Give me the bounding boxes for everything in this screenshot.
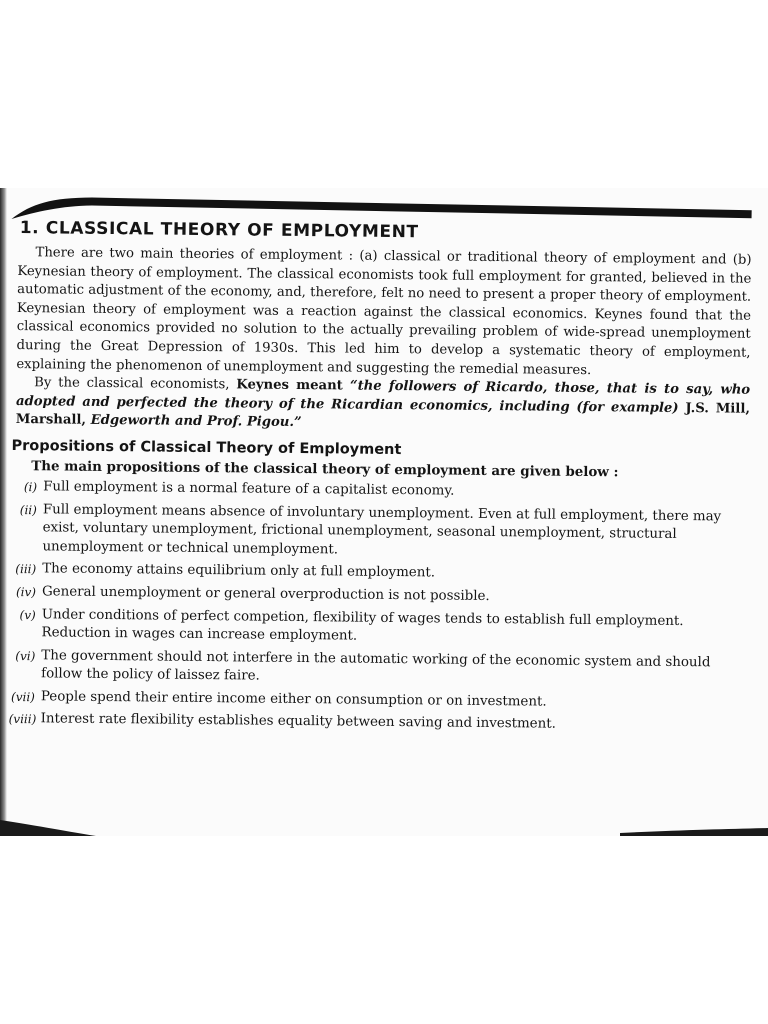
intro-paragraph — [12, 244, 755, 382]
propositions-heading: Propositions of Classical Theory of Employment — [11, 437, 402, 459]
list-item — [10, 560, 752, 586]
list-item — [10, 583, 752, 609]
list-item — [9, 710, 751, 736]
list-item-number: (vi) — [15, 648, 36, 663]
list-item — [9, 688, 751, 714]
list-item-text: People spend their entire income either on consumption or on investment. — [40, 689, 547, 710]
intro-paragraph-text: There are two main theories of employment : (a) classical or traditional theory of employment and (b) Keynesian theory of employment. The classical economists took full employment for granted, believed in the automatic adjustment of the economy, and, therefore, felt no need to present a proper theory of employment. Keynesian theory of employment was a reaction against the classical economics. Keynes found that the classical economics provided no solution to the actually prevailing problem of wide-spread unemployment during the Great Depression of 1930s. This led him to develop a systematic theory of employment, explaining the phenomenon of unemployment and suggesting the remedial measures. — [16, 245, 752, 378]
list-item-text: Full employment is a normal feature of a capitalist economy. — [43, 479, 455, 499]
quote-text: “the followers of Ricardo, those, that is to say, who adopted and perfected the theory of the Ricardian economics, including (for example) — [15, 378, 751, 416]
list-item-number: (viii) — [8, 712, 37, 727]
keynes-quote-paragraph — [12, 374, 755, 438]
list-item — [11, 478, 753, 504]
quote-tail: Edgeworth and Prof. Pigou.” — [90, 413, 302, 431]
list-item-text: The economy attains equilibrium only at full employment. — [42, 561, 436, 581]
section-heading: 1. CLASSICAL THEORY OF EMPLOYMENT — [19, 218, 419, 243]
list-item-text: Full employment means absence of involuntary unemployment. Even at full employment, there may exist, voluntary unemployment, frictional unemployment, seasonal unemployment, structural unemployment or technical unemployment. — [42, 501, 722, 558]
list-item-number: (iii) — [15, 562, 37, 577]
list-item-text: General unemployment or general overproduction is not possible. — [41, 584, 490, 604]
list-item-text: Under conditions of perfect competion, flexibility of wages tends to establish full employment. Reduction in wages can increase employment. — [41, 606, 684, 644]
page-bottom-curl — [0, 806, 768, 836]
list-item-number: (vii) — [11, 689, 35, 705]
propositions-list — [9, 478, 754, 737]
list-item — [9, 605, 751, 650]
list-item-text: The government should not interfere in the automatic working of the economic system and should follow the policy of laissez faire. — [41, 647, 711, 684]
list-item-number: (ii) — [19, 502, 37, 517]
book-page — [0, 188, 768, 836]
list-item-text: Interest rate flexibility establishes equality between saving and investment. — [40, 711, 556, 733]
page-content — [9, 210, 756, 741]
list-item — [10, 501, 753, 565]
page-binding-shadow — [0, 188, 7, 836]
quote-names: J.S. Mill, Marshall, — [15, 400, 751, 429]
list-item-number: (iv) — [15, 584, 37, 600]
list-item-number: (v) — [19, 607, 36, 622]
quote-lead: By the classical economists, — [34, 375, 237, 393]
propositions-intro: The main propositions of the classical theory of employment are given below : — [31, 458, 619, 481]
quote-keynes: Keynes meant — [236, 377, 351, 394]
list-item — [9, 647, 751, 692]
list-item-number: (i) — [23, 480, 38, 495]
